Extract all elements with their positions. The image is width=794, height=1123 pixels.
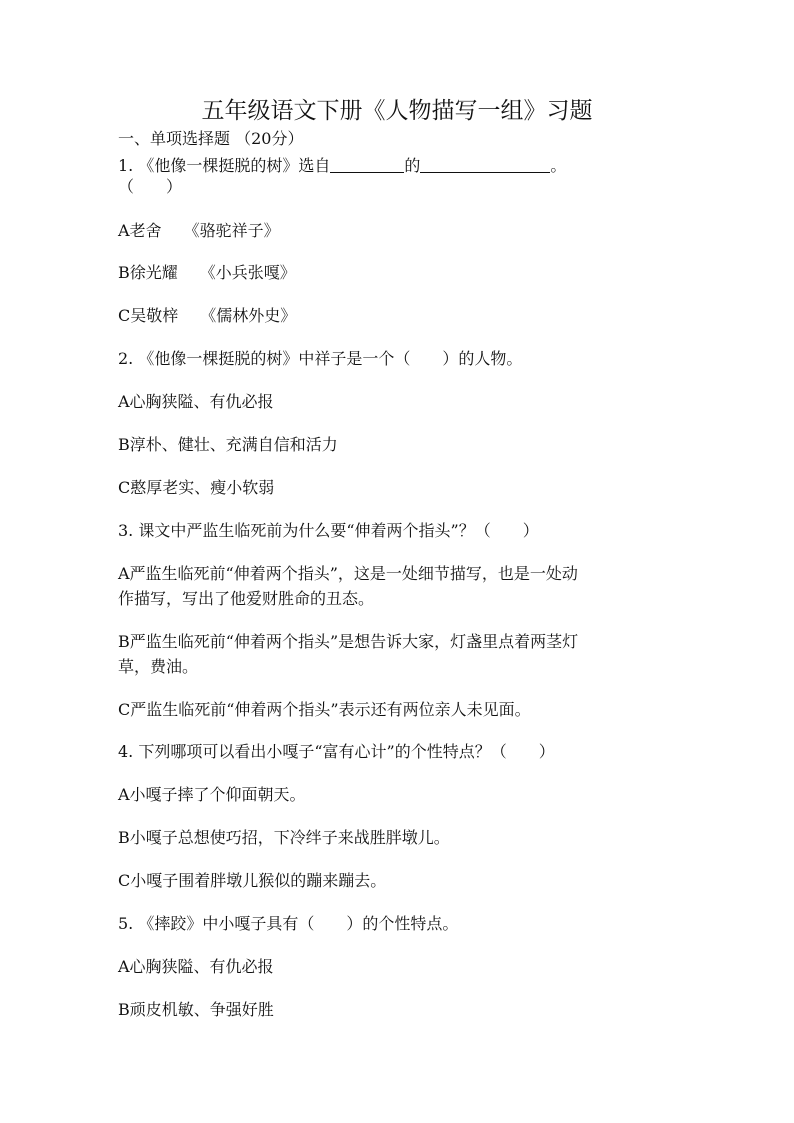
option-5b: B顽皮机敏、争强好胜 — [118, 1000, 274, 1019]
option-author: B徐光耀 — [118, 263, 178, 282]
section-heading: 一、单项选择题 （20分） — [118, 129, 304, 148]
option-book: 《儒林外史》 — [200, 306, 297, 325]
option-3b-line-2: 草，费油。 — [118, 657, 199, 676]
option-1c — [118, 305, 296, 327]
question-1 — [118, 155, 566, 177]
question-1-text: 1. 《他像一棵挺脱的树》选自 — [118, 156, 331, 175]
option-2c: C憨厚老实、瘦小软弱 — [118, 478, 275, 497]
option-1a — [118, 220, 280, 242]
option-3a-line-2: 作描写，写出了他爱财胜命的丑态。 — [118, 589, 375, 608]
question-1-paren: （ ） — [118, 177, 183, 196]
option-4a: A小嘎子摔了个仰面朝天。 — [118, 785, 306, 804]
option-2b: B淳朴、健壮、充满自信和活力 — [118, 435, 338, 454]
answer-blank-book[interactable] — [420, 156, 550, 173]
question-3-text: 3. 课文中严监生临死前为什么要“伸着两个指头”？（ ） — [118, 521, 539, 540]
question-1-connector: 的 — [404, 156, 421, 175]
option-4c: C小嘎子围着胖墩儿猴似的蹦来蹦去。 — [118, 871, 387, 890]
option-3b-line-1: B严监生临死前“伸着两个指头”是想告诉大家，灯盏里点着两茎灯 — [118, 632, 579, 651]
option-book: 《小兵张嘎》 — [199, 263, 296, 282]
question-5-text: 5. 《摔跤》中小嘎子具有（ ）的个性特点。 — [118, 914, 459, 933]
option-author: C吴敬梓 — [118, 306, 179, 325]
option-5a: A心胸狭隘、有仇必报 — [118, 957, 274, 976]
question-2-text: 2. 《他像一棵挺脱的树》中祥子是一个（ ）的人物。 — [118, 349, 523, 368]
option-book: 《骆驼祥子》 — [183, 221, 280, 240]
question-1-end: 。 — [550, 156, 567, 175]
option-2a: A心胸狭隘、有仇必报 — [118, 392, 274, 411]
option-3c: C严监生临死前“伸着两个指头”表示还有两位亲人未见面。 — [118, 700, 531, 719]
option-4b: B小嘎子总想使巧招，下冷绊子来战胜胖墩儿。 — [118, 828, 450, 847]
option-author: A老舍 — [118, 221, 162, 240]
answer-blank-author[interactable] — [330, 156, 404, 173]
question-4-text: 4. 下列哪项可以看出小嘎子“富有心计”的个性特点？（ ） — [118, 742, 555, 761]
option-3a-line-1: A严监生临死前“伸着两个指头”，这是一处细节描写，也是一处动 — [118, 564, 578, 583]
page-title: 五年级语文下册《人物描写一组》习题 — [201, 98, 593, 124]
option-1b — [118, 262, 296, 284]
